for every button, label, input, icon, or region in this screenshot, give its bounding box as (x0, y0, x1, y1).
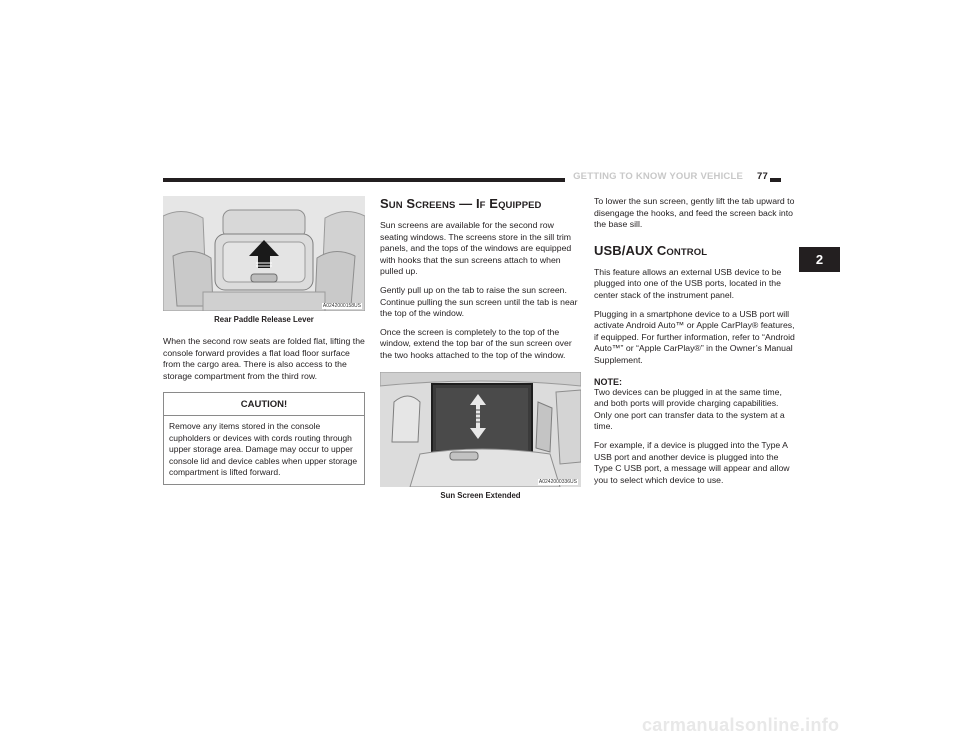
sun-screens-paragraph: Once the screen is completely to the top of the window, extend the top bar of the sun screen over the two hooks attached to the top of the window. (380, 326, 572, 360)
sun-screen-extended-figure (380, 372, 581, 487)
caution-title: CAUTION! (164, 393, 364, 416)
sun-screens-paragraph: Sun screens are available for the second row seating windows. The screens store in the sill trim panels, and the tops of the windows are equipped with hooks that the sun screens attach to when pulled up. (380, 220, 572, 277)
figure-caption: Sun Screen Extended (440, 490, 521, 500)
chapter-tab[interactable]: 2 (799, 247, 840, 272)
heading-part: I (475, 196, 480, 211)
heading-part: CREENS (415, 200, 456, 211)
page-number: 77 (757, 171, 768, 182)
column-middle (380, 196, 581, 512)
figure-code: A0242000158US (322, 303, 361, 309)
heading-part: C (656, 242, 667, 258)
usb-paragraph: This feature allows an external USB device to be plugged into one of the USB ports, located in the center stack of the instrument panel. (594, 266, 782, 300)
caution-box (163, 392, 365, 485)
usb-aux-control-heading (594, 243, 798, 258)
column-left (163, 196, 365, 485)
heading-part: S (380, 196, 389, 211)
console-illustration (163, 196, 365, 311)
lower-sun-screen-paragraph: To lower the sun screen, gently lift the tab upward to disengage the hooks, and feed the screen back into the base sill. (594, 196, 795, 230)
console-paragraph: When the second row seats are folded flat, lifting the console forward provides a flat load floor surface from the cargo area. There is also access to the storage compartment from the third row. (163, 336, 365, 381)
section-title: GETTING TO KNOW YOUR VEHICLE (573, 171, 744, 182)
heading-part: USB/AUX (594, 242, 657, 258)
footer-watermark: carmanualsonline.info (642, 715, 840, 735)
usb-example-paragraph: For example, if a device is plugged into the Type A USB port and another device is plugged into the Type C USB port, a message will appear and allow you to select which device to use. (594, 439, 790, 485)
heading-part: UN (388, 200, 403, 211)
caution-body: Remove any items stored in the console cupholders or devices with cords routing through upper storage area. Damage may occur to upper console lid and device cables when upper storage compartment is lifted forward. (169, 421, 358, 477)
heading-part: ONTROL (666, 246, 708, 258)
usb-paragraph: Plugging in a smartphone device to a USB port will activate Android Auto™ or Apple CarPlay® features, if equipped. For further information, refer to “Android Auto™” or “Apple CarPlay®” in the Owner’s Manual Supplement. (594, 308, 795, 365)
heading-part: F (479, 200, 486, 211)
rear-paddle-release-lever-figure (163, 196, 365, 311)
sun-screens-heading (380, 196, 581, 211)
sun-screen-illustration (380, 372, 581, 487)
heading-part: S (406, 196, 416, 211)
heading-part: E (489, 196, 499, 211)
figure-code: A0242000336US (538, 478, 577, 485)
figure-caption: Rear Paddle Release Lever (214, 315, 314, 324)
running-header (565, 171, 770, 182)
heading-part: — (455, 196, 476, 211)
note-label: NOTE: (594, 376, 622, 387)
note-body: Two devices can be plugged in at the same time, and both ports will provide charging capabilities. Only one port can transfer data to the system at a time. (594, 386, 785, 432)
column-right (594, 196, 798, 493)
heading-part: QUIPPED (498, 200, 542, 211)
sun-screens-paragraph: Gently pull up on the tab to raise the sun screen. Continue pulling the sun screen until the tab is near the top of the window. (380, 284, 578, 319)
